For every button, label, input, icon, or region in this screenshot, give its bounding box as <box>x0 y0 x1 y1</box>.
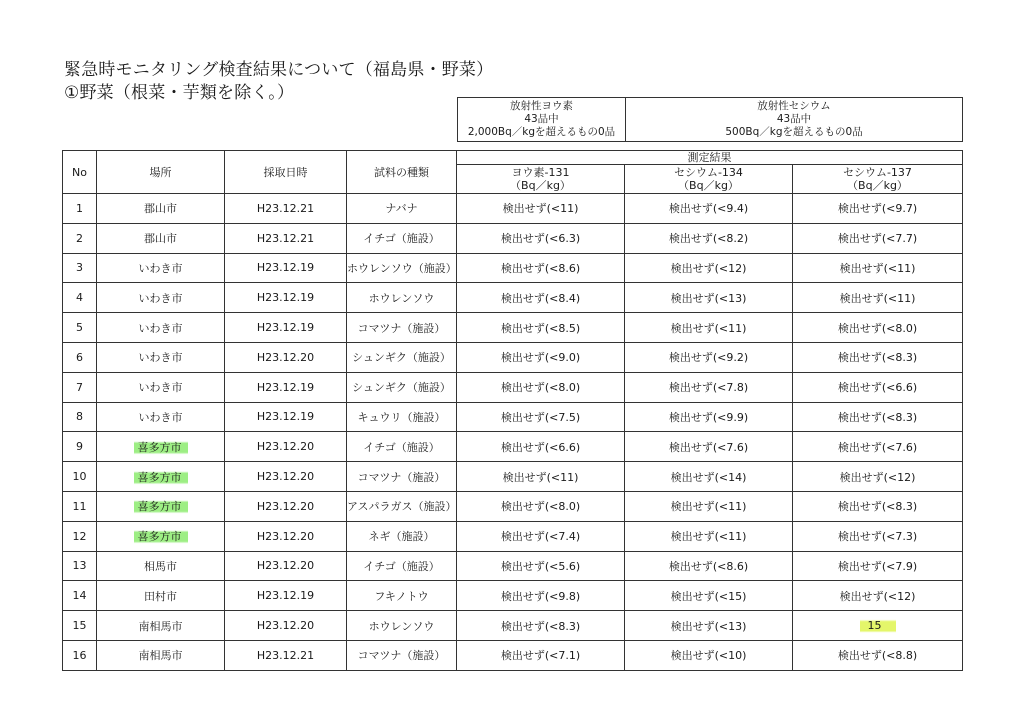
cell-date: H23.12.20 <box>225 432 347 462</box>
cell-cs134: 検出せず(<7.8) <box>625 372 793 402</box>
cell-cs137 <box>793 402 963 432</box>
header-i131 <box>457 165 625 194</box>
place-text: いわき市 <box>138 351 183 365</box>
header-no: No <box>63 151 97 194</box>
cell-cs134: 検出せず(<11) <box>625 313 793 343</box>
header-unit: （Bq／kg） <box>510 179 571 192</box>
cell-cs134: 検出せず(<13) <box>625 283 793 313</box>
cell-no: 7 <box>63 372 97 402</box>
cell-i131: 検出せず(<8.6) <box>457 253 625 283</box>
header-measurement: 測定結果 <box>457 151 963 165</box>
table-row <box>63 491 963 521</box>
cell-place <box>97 491 225 521</box>
cell-date: H23.12.20 <box>225 611 347 641</box>
place-text: いわき市 <box>138 381 183 395</box>
place-text: いわき市 <box>138 410 183 424</box>
header-unit: （Bq／kg） <box>847 179 908 192</box>
cell-cs137 <box>793 432 963 462</box>
cell-date: H23.12.20 <box>225 551 347 581</box>
cell-place <box>97 640 225 670</box>
cell-place <box>97 551 225 581</box>
header-cs137 <box>793 165 963 194</box>
table-row <box>63 372 963 402</box>
header-cs137-label: セシウム-137 <box>843 166 912 179</box>
place-text: 南相馬市 <box>138 619 183 633</box>
cell-i131: 検出せず(<7.4) <box>457 521 625 551</box>
cell-date: H23.12.19 <box>225 283 347 313</box>
cell-cs137 <box>793 313 963 343</box>
cell-i131: 検出せず(<8.3) <box>457 611 625 641</box>
summary-count: 43品中 <box>776 113 812 125</box>
cs137-value: 検出せず(<9.7) <box>837 202 918 216</box>
cell-cs134: 検出せず(<8.6) <box>625 551 793 581</box>
cell-i131: 検出せず(<7.1) <box>457 640 625 670</box>
cell-i131: 検出せず(<8.0) <box>457 491 625 521</box>
cs137-value: 検出せず(<8.0) <box>837 321 918 335</box>
cell-sample: ホウレンソウ（施設） <box>347 253 457 283</box>
cs137-value: 検出せず(<12) <box>839 589 916 603</box>
cell-sample: キュウリ（施設） <box>347 402 457 432</box>
results-table <box>62 150 963 671</box>
cell-no: 4 <box>63 283 97 313</box>
cell-place <box>97 342 225 372</box>
cell-date: H23.12.19 <box>225 581 347 611</box>
cs137-value: 検出せず(<7.7) <box>837 232 918 246</box>
cell-cs137 <box>793 253 963 283</box>
cell-cs134: 検出せず(<14) <box>625 462 793 492</box>
cell-no: 12 <box>63 521 97 551</box>
cell-sample: コマツナ（施設） <box>347 313 457 343</box>
cell-i131: 検出せず(<8.5) <box>457 313 625 343</box>
page-title: 緊急時モニタリング検査結果について（福島県・野菜） <box>64 60 494 80</box>
cell-cs137 <box>793 462 963 492</box>
table-row <box>63 551 963 581</box>
cell-i131: 検出せず(<5.6) <box>457 551 625 581</box>
cell-place <box>97 194 225 224</box>
cell-sample: イチゴ（施設） <box>347 551 457 581</box>
header-i131-label: ヨウ素-131 <box>511 166 570 179</box>
iodine-summary-cell <box>458 98 626 142</box>
cell-date: H23.12.19 <box>225 402 347 432</box>
cell-place <box>97 521 225 551</box>
cell-no: 16 <box>63 640 97 670</box>
cell-cs134: 検出せず(<8.2) <box>625 223 793 253</box>
cell-no: 5 <box>63 313 97 343</box>
cell-i131: 検出せず(<6.3) <box>457 223 625 253</box>
cell-cs137 <box>793 581 963 611</box>
cell-no: 1 <box>63 194 97 224</box>
place-text-highlighted: 喜多方市 <box>134 499 188 514</box>
place-text: いわき市 <box>138 261 183 275</box>
place-text: 郡山市 <box>144 232 177 246</box>
place-text: 田村市 <box>144 589 177 603</box>
cell-cs137 <box>793 342 963 372</box>
cell-date: H23.12.21 <box>225 640 347 670</box>
cell-no: 15 <box>63 611 97 641</box>
cell-i131: 検出せず(<6.6) <box>457 432 625 462</box>
summary-count: 43品中 <box>524 113 559 125</box>
cell-place <box>97 462 225 492</box>
cell-cs137 <box>793 223 963 253</box>
table-row <box>63 581 963 611</box>
cell-no: 3 <box>63 253 97 283</box>
cs137-value-highlighted: 15 <box>860 618 896 633</box>
cell-no: 6 <box>63 342 97 372</box>
table-row <box>63 253 963 283</box>
cell-place <box>97 283 225 313</box>
cell-sample: ナバナ <box>347 194 457 224</box>
cell-i131: 検出せず(<8.0) <box>457 372 625 402</box>
cs137-value: 検出せず(<12) <box>839 470 916 484</box>
cesium-summary-cell <box>626 98 963 142</box>
cell-i131: 検出せず(<9.0) <box>457 342 625 372</box>
cell-date: H23.12.20 <box>225 521 347 551</box>
cell-no: 11 <box>63 491 97 521</box>
summary-note: 500Bq／kgを超えるもの0品 <box>725 126 863 138</box>
cs137-value: 検出せず(<7.9) <box>837 559 918 573</box>
cell-cs134: 検出せず(<9.9) <box>625 402 793 432</box>
cs137-value: 検出せず(<11) <box>839 291 916 305</box>
cell-place <box>97 223 225 253</box>
cell-sample: イチゴ（施設） <box>347 223 457 253</box>
cell-i131: 検出せず(<9.8) <box>457 581 625 611</box>
cell-no: 2 <box>63 223 97 253</box>
table-row <box>63 640 963 670</box>
summary-note: 2,000Bq／kgを超えるもの0品 <box>467 126 616 138</box>
cell-cs137 <box>793 611 963 641</box>
cell-cs137 <box>793 551 963 581</box>
cell-sample: フキノトウ <box>347 581 457 611</box>
cell-place <box>97 372 225 402</box>
cell-no: 14 <box>63 581 97 611</box>
cell-place <box>97 432 225 462</box>
header-cs134 <box>625 165 793 194</box>
cell-no: 9 <box>63 432 97 462</box>
cell-cs137 <box>793 194 963 224</box>
cell-i131: 検出せず(<11) <box>457 194 625 224</box>
cell-sample: シュンギク（施設） <box>347 342 457 372</box>
cell-place <box>97 581 225 611</box>
cs137-value: 検出せず(<7.3) <box>837 530 918 544</box>
table-row <box>63 342 963 372</box>
place-text: 南相馬市 <box>138 649 183 663</box>
cs137-value: 検出せず(<8.8) <box>837 649 918 663</box>
table-row <box>63 432 963 462</box>
place-text: 相馬市 <box>144 559 177 573</box>
cell-i131: 検出せず(<11) <box>457 462 625 492</box>
header-sample: 試料の種類 <box>347 151 457 194</box>
cell-cs134: 検出せず(<9.2) <box>625 342 793 372</box>
cell-place <box>97 253 225 283</box>
cell-no: 8 <box>63 402 97 432</box>
cell-date: H23.12.20 <box>225 491 347 521</box>
place-text: いわき市 <box>138 291 183 305</box>
cell-place <box>97 611 225 641</box>
table-row <box>63 194 963 224</box>
cell-cs137 <box>793 640 963 670</box>
cell-cs137 <box>793 283 963 313</box>
summary-table <box>457 97 963 142</box>
cell-sample: ネギ（施設） <box>347 521 457 551</box>
cs137-value: 検出せず(<8.3) <box>837 351 918 365</box>
cell-place <box>97 402 225 432</box>
cell-cs134: 検出せず(<11) <box>625 491 793 521</box>
cell-cs134: 検出せず(<9.4) <box>625 194 793 224</box>
cs137-value: 検出せず(<6.6) <box>837 381 918 395</box>
cs137-value: 検出せず(<7.6) <box>837 440 918 454</box>
place-text: いわき市 <box>138 321 183 335</box>
cell-cs134: 検出せず(<15) <box>625 581 793 611</box>
header-cs134-label: セシウム-134 <box>674 166 743 179</box>
cell-date: H23.12.19 <box>225 372 347 402</box>
cell-date: H23.12.19 <box>225 253 347 283</box>
page-subtitle: ①野菜（根菜・芋類を除く。） <box>64 83 295 103</box>
cell-sample: コマツナ（施設） <box>347 640 457 670</box>
table-row <box>63 283 963 313</box>
cell-cs137 <box>793 372 963 402</box>
table-row <box>63 611 963 641</box>
table-row <box>63 313 963 343</box>
cell-sample: ホウレンソウ <box>347 283 457 313</box>
cell-place <box>97 313 225 343</box>
cell-cs134: 検出せず(<13) <box>625 611 793 641</box>
cell-cs137 <box>793 491 963 521</box>
cell-no: 13 <box>63 551 97 581</box>
cs137-value: 検出せず(<8.3) <box>837 410 918 424</box>
place-text-highlighted: 喜多方市 <box>134 470 188 485</box>
cell-date: H23.12.20 <box>225 342 347 372</box>
cell-sample: ホウレンソウ <box>347 611 457 641</box>
table-row <box>63 223 963 253</box>
header-date: 採取日時 <box>225 151 347 194</box>
cell-cs134: 検出せず(<7.6) <box>625 432 793 462</box>
cell-date: H23.12.21 <box>225 223 347 253</box>
place-text: 郡山市 <box>144 202 177 216</box>
cell-date: H23.12.21 <box>225 194 347 224</box>
summary-label: 放射性ヨウ素 <box>510 100 573 112</box>
cell-cs134: 検出せず(<11) <box>625 521 793 551</box>
summary-label: 放射性セシウム <box>757 100 831 112</box>
cell-cs134: 検出せず(<10) <box>625 640 793 670</box>
cell-date: H23.12.20 <box>225 462 347 492</box>
cell-cs137 <box>793 521 963 551</box>
cs137-value: 検出せず(<11) <box>839 261 916 275</box>
cell-sample: シュンギク（施設） <box>347 372 457 402</box>
cell-i131: 検出せず(<7.5) <box>457 402 625 432</box>
place-text-highlighted: 喜多方市 <box>134 440 188 455</box>
header-unit: （Bq／kg） <box>678 179 739 192</box>
header-place: 場所 <box>97 151 225 194</box>
cs137-value: 検出せず(<8.3) <box>837 500 918 514</box>
table-row <box>63 402 963 432</box>
cell-no: 10 <box>63 462 97 492</box>
cell-i131: 検出せず(<8.4) <box>457 283 625 313</box>
cell-cs134: 検出せず(<12) <box>625 253 793 283</box>
cell-date: H23.12.19 <box>225 313 347 343</box>
cell-sample: コマツナ（施設） <box>347 462 457 492</box>
cell-sample: アスパラガス（施設） <box>347 491 457 521</box>
place-text-highlighted: 喜多方市 <box>134 529 188 544</box>
cell-sample: イチゴ（施設） <box>347 432 457 462</box>
table-row <box>63 462 963 492</box>
table-row <box>63 521 963 551</box>
